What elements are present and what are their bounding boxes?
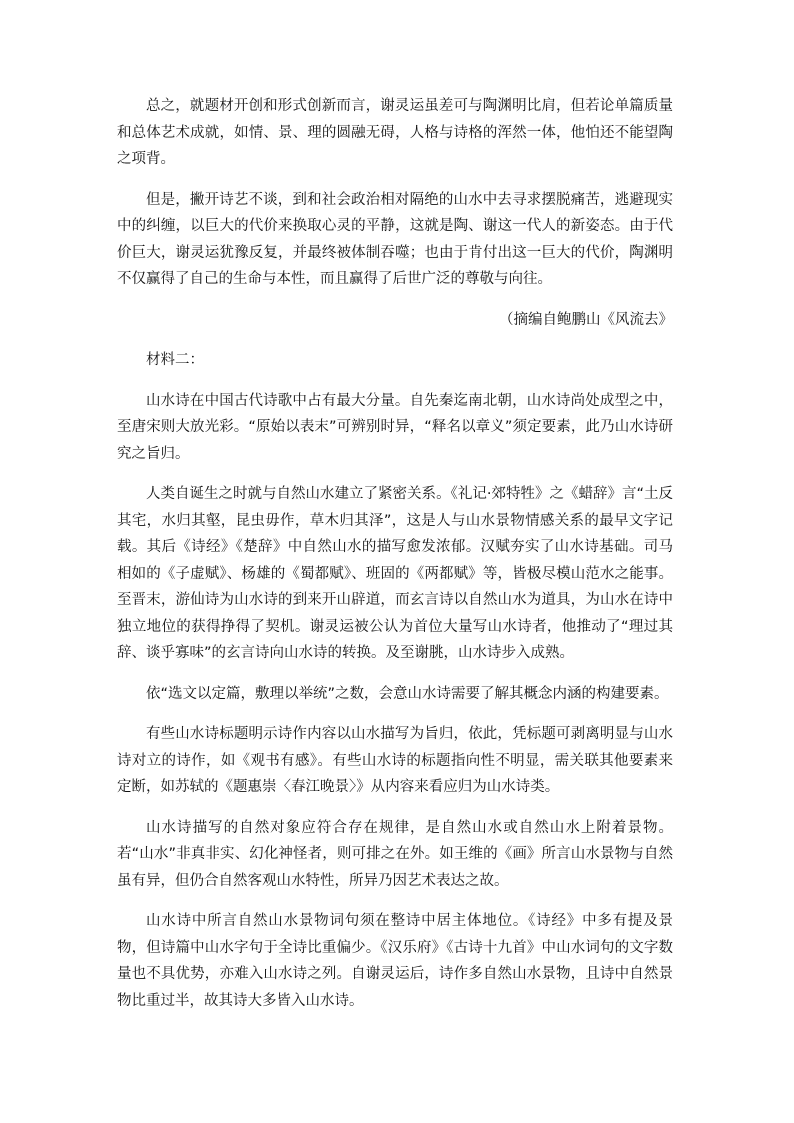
document-page	[117, 93, 673, 1028]
source-citation: （摘编自鲍鹏山《风流去》	[499, 311, 673, 328]
paragraph-proportion: 山水诗中所言自然山水景物词句须在整诗中居主体地位。《诗经》中多有提及景物，但诗篇中山水字句于全诗比重偏少。《汉乐府》《古诗十九首》中山水词句的文字数量也不具优势，亦难入山水诗之列。自谢灵运后，诗作多自然山水景物，且诗中自然景物比重过半，故其诗大多皆入山水诗。	[117, 913, 673, 1009]
paragraph-concept-elements: 依“选文以定篇，敷理以举统”之数，会意山水诗需要了解其概念内涵的构建要素。	[146, 685, 669, 702]
paragraph-history: 人类自诞生之时就与自然山水建立了紧密关系。《礼记·郊特牲》之《蜡辞》言“土反其宅，水归其壑，昆虫毋作，草木归其泽”，这是人与山水景物情感关系的最早文字记载。其后《诗经》《楚辞》中自然山水的描写愈发浓郁。汉赋夯实了山水诗基础。司马相如的《子虚赋》、杨雄的《蜀都赋》、班固的《两都赋》等，皆极尽模山范水之能事。至晋末，游仙诗为山水诗的到来开山辟道，而玄言诗以自然山水为道具，为山水在诗中独立地位的获得挣得了契机。谢灵运被公认为首位大量写山水诗者，他推动了“理过其辞、谈乎寡味”的玄言诗向山水诗的转换。及至谢朓，山水诗步入成熟。	[117, 486, 673, 661]
material-two-heading: 材料二：	[146, 352, 204, 368]
paragraph-natural-objects: 山水诗描写的自然对象应符合存在规律，是自然山水或自然山水上附着景物。若“山水”非真非实、幻化神怪者，则可排之在外。如王维的《画》所言山水景物与自然虽有异，但仍合自然客观山水特性，所异乃因艺术表达之故。	[117, 819, 673, 889]
paragraph-titles: 有些山水诗标题明示诗作内容以山水描写为旨归，依此，凭标题可剥离明显与山水诗对立的诗作，如《观书有感》。有些山水诗的标题指向性不明显，需关联其他要素来定断，如苏轼的《题惠崇〈春江晚景〉》从内容来看应归为山水诗类。	[117, 726, 673, 795]
paragraph-landscape-intro: 山水诗在中国古代诗歌中占有最大分量。自先秦迄南北朝，山水诗尚处成型之中，至唐宋则大放光彩。“原始以表末”可辨别时异，“释名以章义”须定要素，此乃山水诗研究之旨归。	[117, 392, 673, 462]
paragraph-conclusion: 总之，就题材开创和形式创新而言，谢灵运虽差可与陶渊明比肩，但若论单篇质量和总体艺术成就，如情、景、理的圆融无碍，人格与诗格的浑然一体，他怕还不能望陶之项背。	[117, 98, 673, 167]
paragraph-new-attitude: 但是，撇开诗艺不谈，到和社会政治相对隔绝的山水中去寻求摆脱痛苦，逃避现实中的纠缠，以巨大的代价来换取心灵的平静，这就是陶、谢这一代人的新姿态。由于代价巨大，谢灵运犹豫反复，并最终被体制吞噬；也由于肯付出这一巨大的代价，陶渊明不仅赢得了自己的生命与本性，而且赢得了后世广泛的尊敬与向往。	[117, 191, 673, 287]
